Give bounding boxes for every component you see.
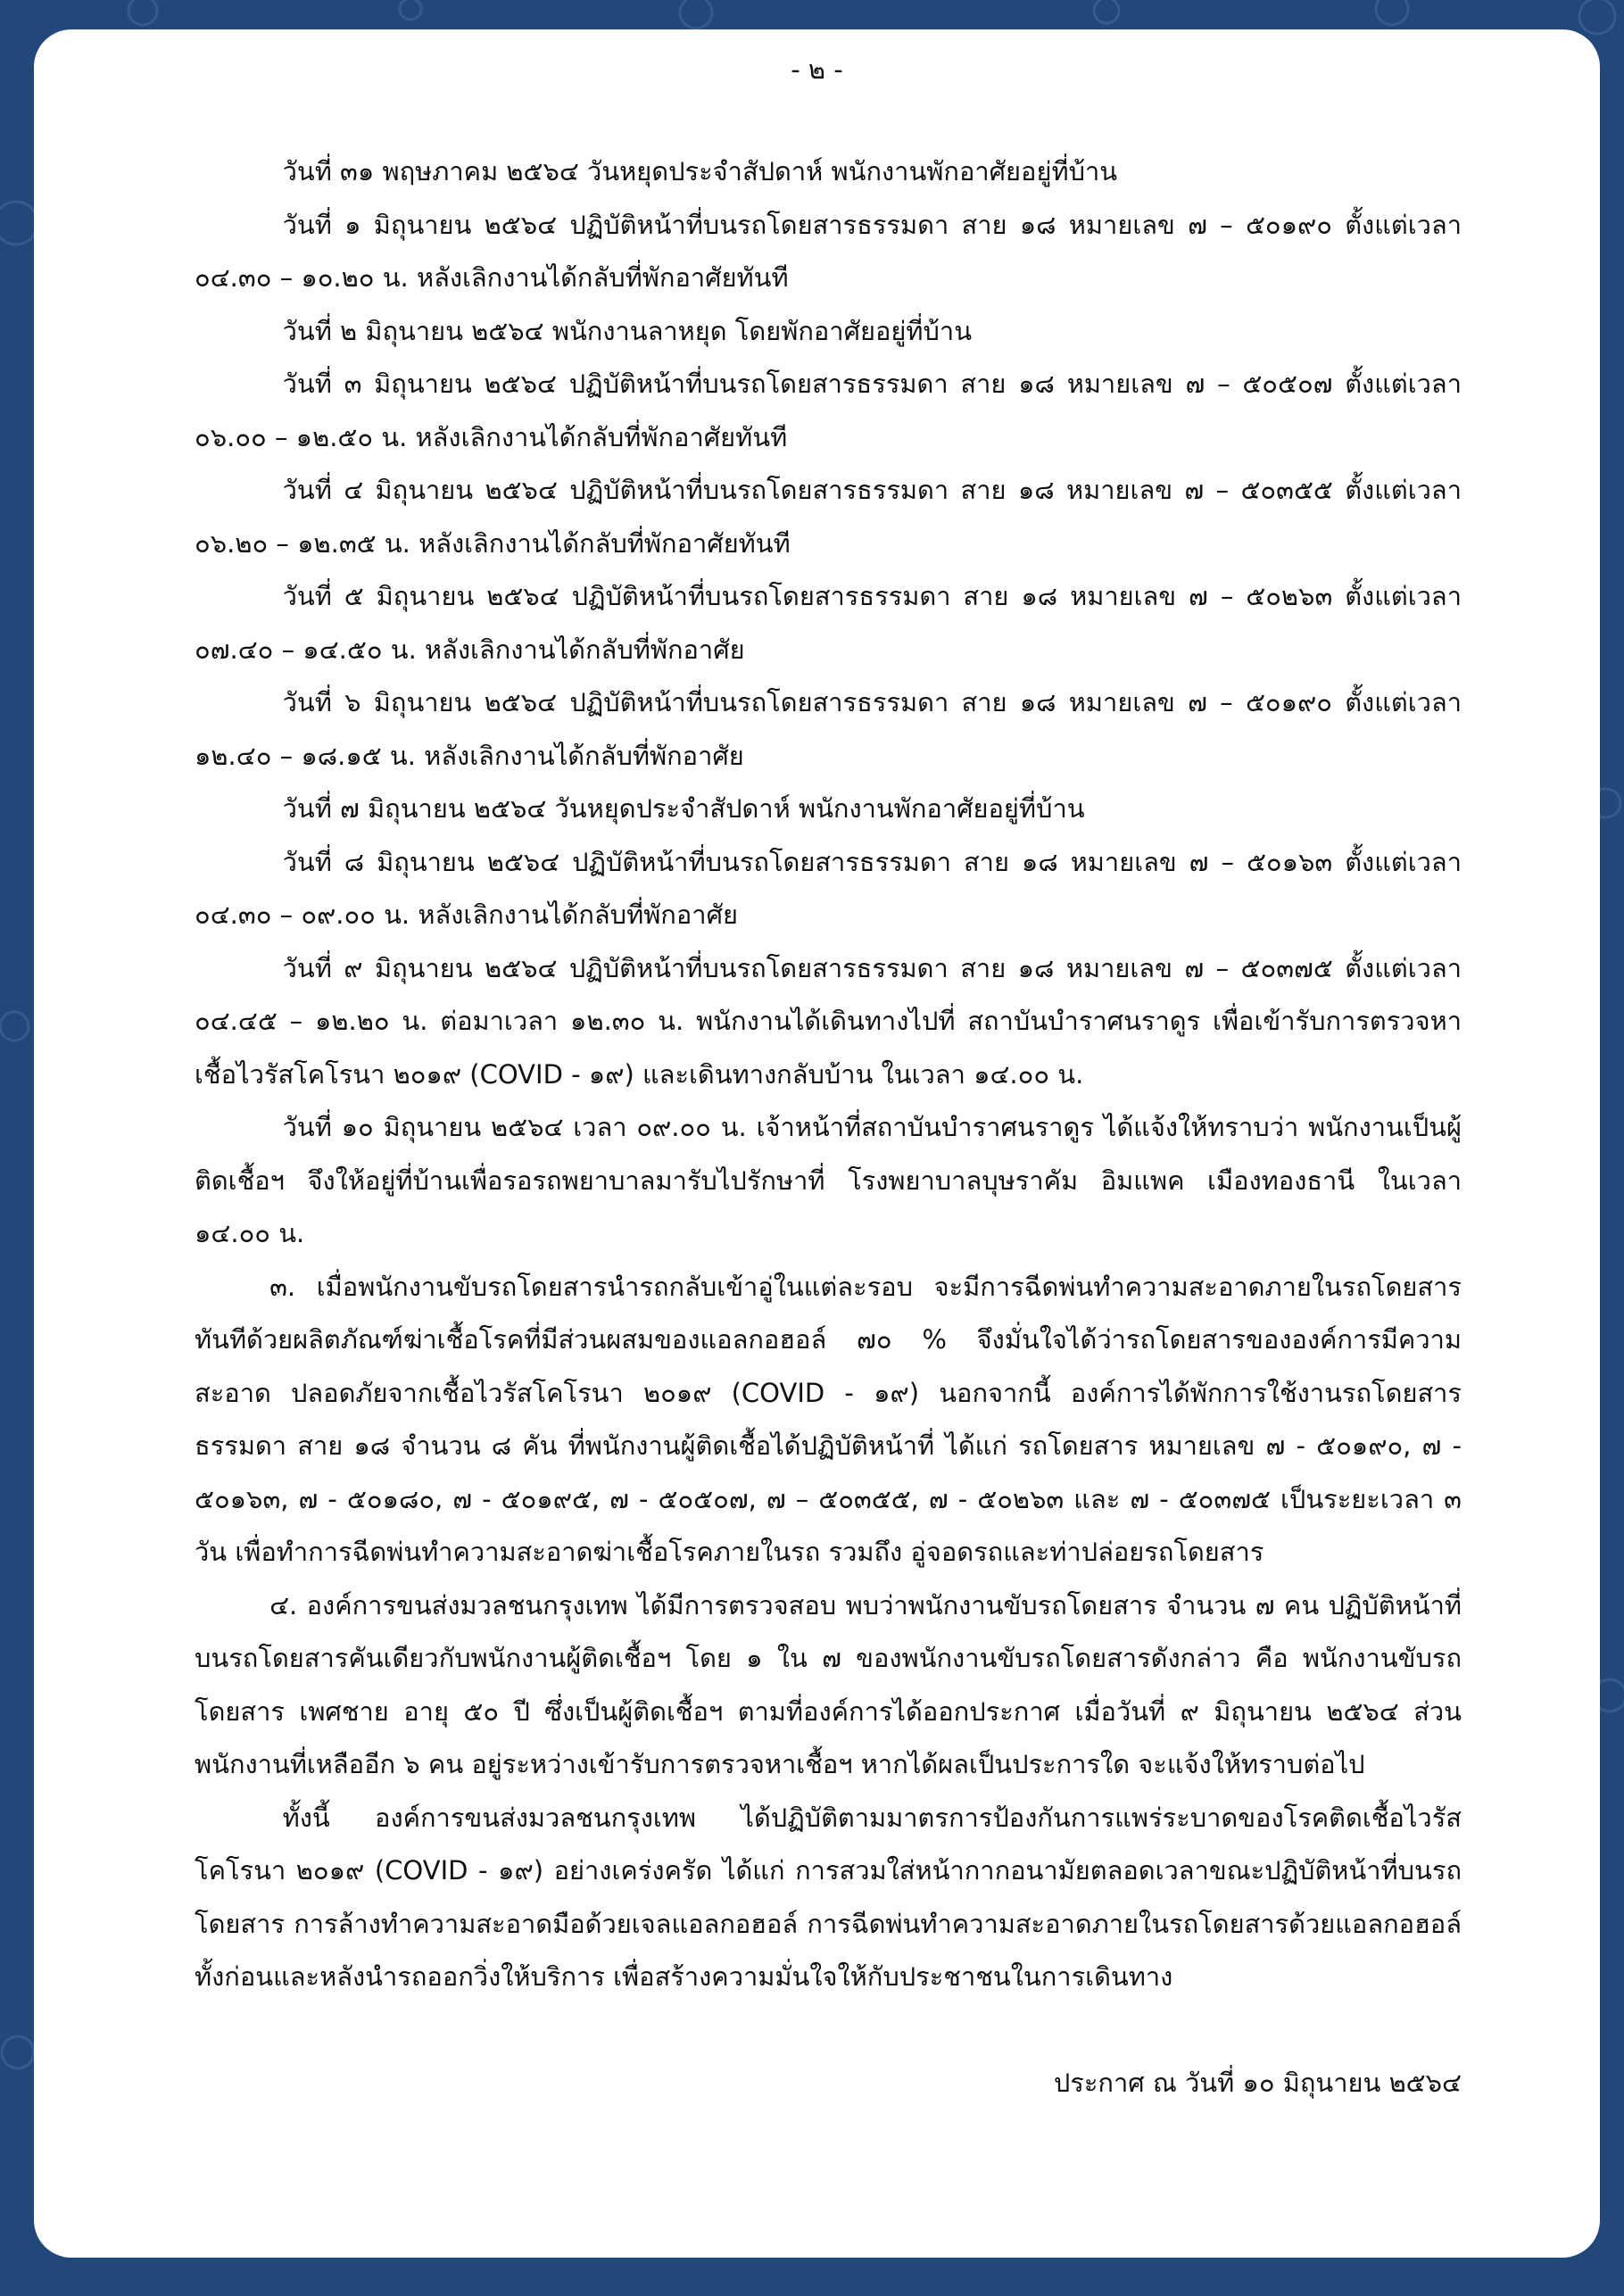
announcement-date: ประกาศ ณ วันที่ ๑๐ มิถุนายน ๒๕๖๔ [1053, 2067, 1462, 2098]
section-3-paragraph: ๓. เมื่อพนักงานขับรถโดยสารนำรถกลับเข้าอู่ในแต่ละรอบ จะมีการฉีดพ่นทำความสะอาดภายในรถโดยสารทันทีด้วยผลิตภัณฑ์ฆ่าเชื้อโรคที่มีส่วนผสมของแอลกอฮอล์ ๗๐ % จึงมั่นใจได้ว่ารถโดยสารขององค์การมีความสะอาด ปลอดภัยจากเชื้อไวรัสโคโรนา ๒๐๑๙ (COVID - ๑๙) นอกจากนี้ องค์การได้พักการใช้งานรถโดยสารธรรมดา สาย ๑๘ จำนวน ๘ คัน ที่พนักงานผู้ติดเชื้อได้ปฏิบัติหน้าที่ ได้แก่ รถโดยสาร หมายเลข ๗ - ๕๐๑๙๐, ๗ - ๕๐๑๖๓, ๗ - ๕๐๑๘๐, ๗ - ๕๐๑๙๕, ๗ - ๕๐๕๐๗, ๗ – ๕๐๓๕๕, ๗ - ๕๐๒๖๓ และ ๗ - ๕๐๓๗๕ เป็นระยะเวลา ๓ วัน เพื่อทำการฉีดพ่นทำความสะอาดฆ่าเชื้อโรคภายในรถ รวมถึง อู่จอดรถและท่าปล่อยรถโดยสาร [195, 1271, 1462, 1567]
paragraph: วันที่ ๖ มิถุนายน ๒๕๖๔ ปฏิบัติหน้าที่บนรถโดยสารธรรมดา สาย ๑๘ หมายเลข ๗ – ๕๐๑๙๐ ตั้งแต่เวลา ๑๒.๔๐ – ๑๘.๑๕ น. หลังเลิกงานได้กลับที่พักอาศัย [195, 687, 1462, 771]
paragraph: วันที่ ๙ มิถุนายน ๒๕๖๔ ปฏิบัติหน้าที่บนรถโดยสารธรรมดา สาย ๑๘ หมายเลข ๗ – ๕๐๓๗๕ ตั้งแต่เวลา ๐๔.๔๕ – ๑๒.๒๐ น. ต่อมาเวลา ๑๒.๓๐ น. พนักงานได้เดินทางไปที่ สถาบันบำราศนราดูร เพื่อเข้ารับการตรวจหาเชื้อไวรัสโคโรนา ๒๐๑๙ (COVID - ๑๙) และเดินทางกลับบ้าน ในเวลา ๑๔.๐๐ น. [195, 952, 1462, 1090]
page-number: - ๒ - [791, 54, 843, 85]
paragraph: วันที่ ๑ มิถุนายน ๒๕๖๔ ปฏิบัติหน้าที่บนรถโดยสารธรรมดา สาย ๑๘ หมายเลข ๗ – ๕๐๑๙๐ ตั้งแต่เวลา ๐๔.๓๐ – ๑๐.๒๐ น. หลังเลิกงานได้กลับที่พักอาศัยทันที [195, 209, 1462, 293]
document-page [34, 29, 1600, 2258]
paragraph: วันที่ ๓๑ พฤษภาคม ๒๕๖๔ วันหยุดประจำสัปดาห์ พนักงานพักอาศัยอยู่ที่บ้าน [282, 156, 1118, 186]
closing-paragraph: ทั้งนี้ องค์การขนส่งมวลชนกรุงเทพ ได้ปฏิบัติตามมาตรการป้องกันการแพร่ระบาดของโรคติดเชื้อไวรัสโคโรนา ๒๐๑๙ (COVID - ๑๙) อย่างเคร่งครัด ได้แก่ การสวมใส่หน้ากากอนามัยตลอดเวลาขณะปฏิบัติหน้าที่บนรถโดยสาร การล้างทำความสะอาดมือด้วยเจลแอลกอฮอล์ การฉีดพ่นทำความสะอาดภายในรถโดยสารด้วยแอลกอฮอล์ ทั้งก่อนและหลังนำรถออกวิ่งให้บริการ เพื่อสร้างความมั่นใจให้กับประชาชนในการเดินทาง [195, 1802, 1462, 1992]
paragraph: วันที่ ๘ มิถุนายน ๒๕๖๔ ปฏิบัติหน้าที่บนรถโดยสารธรรมดา สาย ๑๘ หมายเลข ๗ – ๕๐๑๖๓ ตั้งแต่เวลา ๐๔.๓๐ – ๐๙.๐๐ น. หลังเลิกงานได้กลับที่พักอาศัย [195, 846, 1462, 930]
section-4-paragraph: ๔. องค์การขนส่งมวลชนกรุงเทพ ได้มีการตรวจสอบ พบว่าพนักงานขับรถโดยสาร จำนวน ๗ คน ปฏิบัติหน้าที่บนรถโดยสารคันเดียวกับพนักงานผู้ติดเชื้อฯ โดย ๑ ใน ๗ ของพนักงานขับรถโดยสารดังกล่าว คือ พนักงานขับรถโดยสาร เพศชาย อายุ ๕๐ ปี ซึ่งเป็นผู้ติดเชื้อฯ ตามที่องค์การได้ออกประกาศ เมื่อวันที่ ๙ มิถุนายน ๒๕๖๔ ส่วนพนักงานที่เหลืออีก ๖ คน อยู่ระหว่างเข้ารับการตรวจหาเชื้อฯ หากได้ผลเป็นประการใด จะแจ้งให้ทราบต่อไป [195, 1589, 1462, 1779]
paragraph: วันที่ ๗ มิถุนายน ๒๕๖๔ วันหยุดประจำสัปดาห์ พนักงานพักอาศัยอยู่ที่บ้าน [282, 793, 1085, 824]
paragraph: วันที่ ๒ มิถุนายน ๒๕๖๔ พนักงานลาหยุด โดยพักอาศัยอยู่ที่บ้าน [282, 315, 973, 346]
document-body [195, 145, 1462, 2110]
paragraph: วันที่ ๕ มิถุนายน ๒๕๖๔ ปฏิบัติหน้าที่บนรถโดยสารธรรมดา สาย ๑๘ หมายเลข ๗ – ๕๐๒๖๓ ตั้งแต่เวลา ๐๗.๔๐ – ๑๔.๕๐ น. หลังเลิกงานได้กลับที่พักอาศัย [195, 581, 1462, 665]
paragraph: วันที่ ๑๐ มิถุนายน ๒๕๖๔ เวลา ๐๙.๐๐ น. เจ้าหน้าที่สถาบันบำราศนราดูร ได้แจ้งให้ทราบว่า พนักงานเป็นผู้ติดเชื้อฯ จึงให้อยู่ที่บ้านเพื่อรอรถพยาบาลมารับไปรักษาที่ โรงพยาบาลบุษราคัม อิมแพค เมืองทองธานี ในเวลา ๑๔.๐๐ น. [195, 1112, 1462, 1248]
paragraph: วันที่ ๔ มิถุนายน ๒๕๖๔ ปฏิบัติหน้าที่บนรถโดยสารธรรมดา สาย ๑๘ หมายเลข ๗ – ๕๐๓๕๕ ตั้งแต่เวลา ๐๖.๒๐ – ๑๒.๓๕ น. หลังเลิกงานได้กลับที่พักอาศัยทันที [195, 475, 1462, 559]
paragraph: วันที่ ๓ มิถุนายน ๒๕๖๔ ปฏิบัติหน้าที่บนรถโดยสารธรรมดา สาย ๑๘ หมายเลข ๗ – ๕๐๕๐๗ ตั้งแต่เวลา ๐๖.๐๐ – ๑๒.๕๐ น. หลังเลิกงานได้กลับที่พักอาศัยทันที [195, 369, 1462, 452]
